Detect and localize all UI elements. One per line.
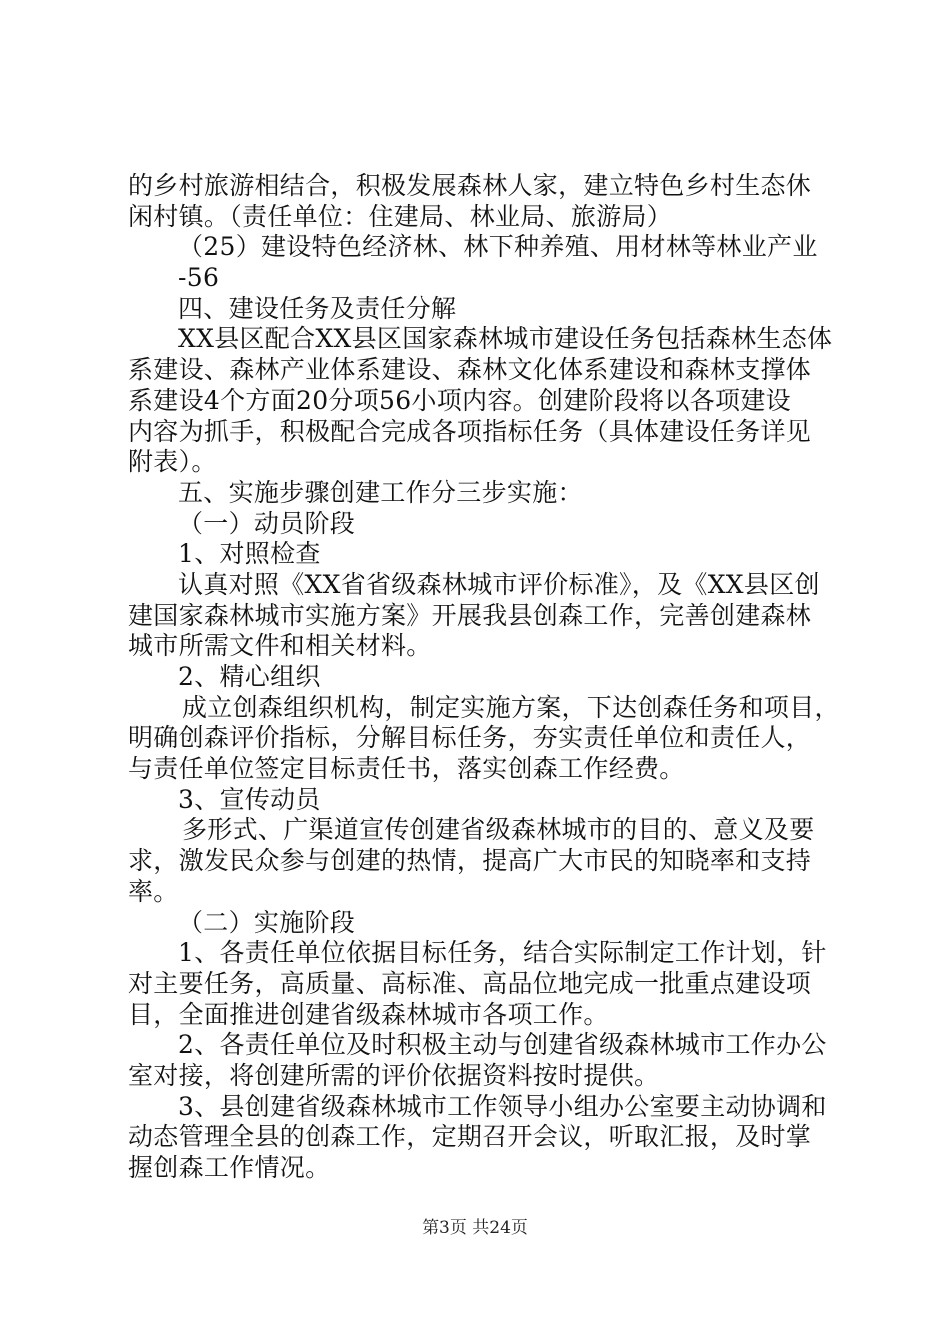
text-line: 目，全面推进创建省级森林城市各项工作。 [128,999,609,1029]
text-line: 认真对照《XX省省级森林城市评价标准》，及《XX县区创 [178,569,820,599]
text-line: 求，激发民众参与创建的热情，提高广大市民的知晓率和支持 [128,846,812,876]
text-line: （25）建设特色经济林、林下种养殖、用材林等林业产业 [178,232,818,262]
subsection-heading: （一）动员阶段 [178,508,356,538]
page-footer: 第3页 共24页 [422,1218,528,1238]
text-line: 城市所需文件和相关材料。 [128,631,432,661]
text-line: 率。 [128,876,179,906]
subsection-heading: （二）实施阶段 [178,907,356,937]
text-line: 内容为抓手，积极配合完成各项指标任务（具体建设任务详见 [128,416,812,446]
item-heading: 1、对照检查 [178,539,321,569]
text-line: 1、各责任单位依据目标任务，结合实际制定工作计划，针 [178,938,827,968]
text-line: 系建设、森林产业体系建设、森林文化体系建设和森林支撑体 [128,355,812,385]
text-line: 室对接，将创建所需的评价依据资料按时提供。 [128,1060,660,1090]
text-line: 握创森工作情况。 [128,1153,331,1182]
text-line: 的乡村旅游相结合，积极发展森林人家，建立特色乡村生态休 [128,171,812,200]
text-line: 成立创森组织机构，制定实施方案，下达创森任务和项目， [182,692,840,722]
text-line: 明确创森评价指标，分解目标任务，夯实责任单位和责任人， [128,723,812,753]
text-line: 2、各责任单位及时积极主动与创建省级森林城市工作办公 [178,1030,827,1060]
text-line: 附表）。 [128,447,217,477]
item-heading: 2、精心组织 [178,662,321,691]
document-body [128,171,840,1184]
text-line: XX县区配合XX县区国家森林城市建设任务包括森林生态体 [178,324,833,354]
text-line: 闲村镇。（责任单位：住建局、林业局、旅游局） [128,201,673,231]
text-line: -56 [178,263,220,293]
text-line: 动态管理全县的创森工作，定期召开会议，听取汇报，及时掌 [128,1122,812,1152]
text-line: 建国家森林城市实施方案》开展我县创森工作，完善创建森林 [128,600,812,630]
text-line: 对主要任务，高质量、高标准、高品位地完成一批重点建设项 [128,968,812,998]
item-heading: 3、宣传动员 [178,784,321,814]
section-heading: 五、实施步骤创建工作分三步实施： [178,477,583,507]
text-line: 与责任单位签定目标责任书，落实创森工作经费。 [128,754,685,784]
section-heading: 四、建设任务及责任分解 [178,293,457,323]
text-line: 3、县创建省级森林城市工作领导小组办公室要主动协调和 [178,1091,827,1121]
text-line: 多形式、广渠道宣传创建省级森林城市的目的、意义及要 [182,815,815,845]
text-line: 系建设4个方面20分项56小项内容。创建阶段将以各项建设 [128,385,791,415]
